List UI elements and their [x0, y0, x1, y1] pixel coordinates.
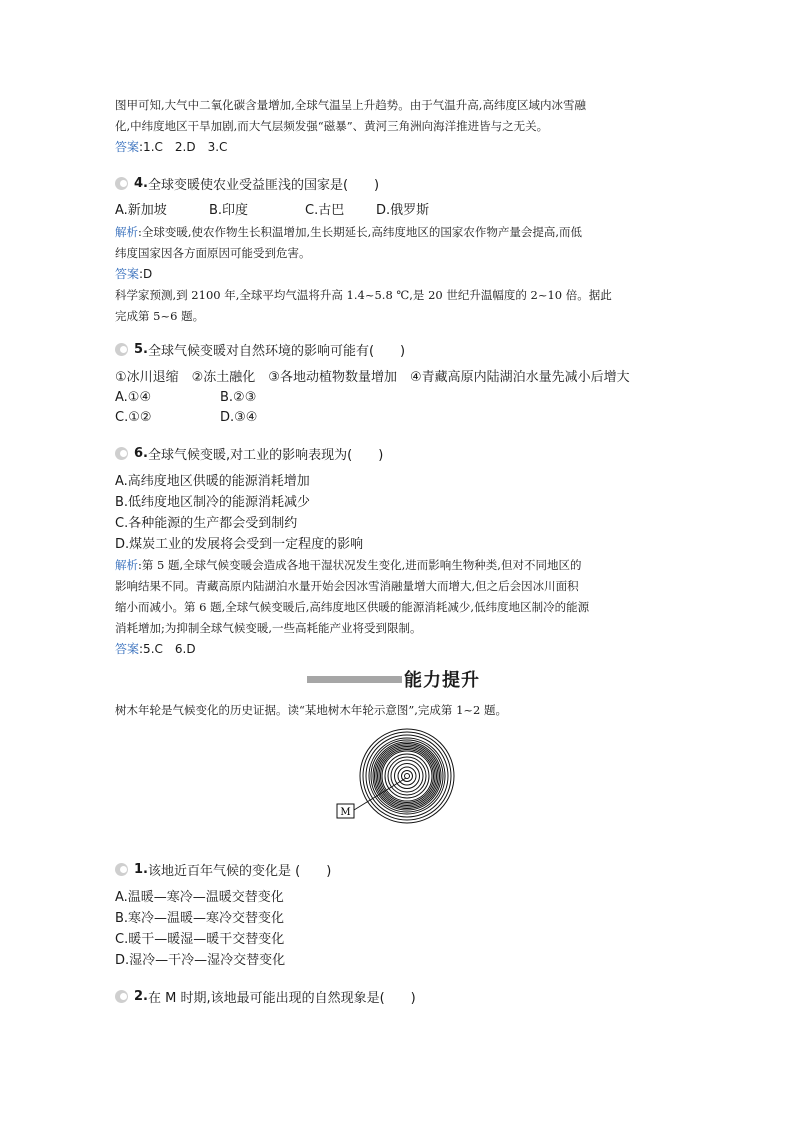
section-bar [307, 676, 402, 683]
question-stem: 全球气候变暖对自然环境的影响可能有( ) [147, 343, 406, 359]
option-a[interactable]: A.新加坡 [115, 203, 167, 218]
question-bullet-icon [115, 989, 130, 1004]
question-5 [115, 338, 405, 360]
question-bullet-icon [115, 862, 130, 877]
question-number: 2. [134, 988, 148, 1004]
section-header [307, 666, 480, 692]
answer-line [115, 137, 690, 158]
answer-value: :5.C 6.D [139, 642, 196, 656]
q5-options-row2 [115, 408, 690, 428]
analysis-line: 消耗增加;为抑制全球气候变暖,一些高耗能产业将受到限制。 [115, 621, 422, 635]
q4-options [115, 201, 690, 221]
question-4 [115, 172, 379, 194]
explanation-line: 化,中纬度地区干旱加剧,而大气层频发强“磁暴”、黄河三角洲向海洋推进皆与之无关。 [115, 119, 549, 133]
answer-value: :D [139, 267, 153, 281]
question-stem: 全球气候变暖,对工业的影响表现为( ) [147, 447, 384, 463]
option-c[interactable]: C.古巴 [305, 203, 345, 218]
q5-items: ①冰川退缩 ②冻土融化 ③各地动植物数量增加 ④青藏高原内陆湖泊水量先减小后增大 [115, 370, 630, 385]
tree-ring-diagram [334, 728, 460, 828]
question-stem: 该地近百年气候的变化是 ( ) [147, 863, 332, 879]
option-a[interactable]: A.高纬度地区供暖的能源消耗增加 [115, 474, 310, 489]
answer-label: 答案 [115, 642, 140, 656]
option-b[interactable]: B.印度 [209, 203, 249, 218]
question-6 [115, 442, 383, 464]
analysis-line [115, 555, 690, 576]
tree-ring-figure [334, 728, 460, 828]
question-number: 6. [134, 445, 148, 461]
question-bullet-icon [115, 342, 130, 357]
question-stem: 在 M 时期,该地最可能出现的自然现象是( ) [147, 990, 416, 1006]
analysis-label: 解析 [115, 558, 138, 572]
option-b[interactable]: B.②③ [220, 390, 257, 405]
question-number: 5. [134, 341, 148, 357]
q6-options [115, 471, 690, 555]
analysis-line [115, 222, 690, 243]
question-bullet-icon [115, 176, 130, 191]
answer-value: :1.C 2.D 3.C [139, 140, 228, 154]
top-explanation [115, 95, 690, 158]
q1-options [115, 887, 690, 971]
question-bullet-icon [115, 446, 130, 461]
intro-line: 科学家预测,到 2100 年,全球平均气温将升高 1.4~5.8 ℃,是 20 世纪升温幅度的 2~10 倍。据此 [115, 288, 612, 302]
option-c[interactable]: C.①② [115, 410, 152, 425]
question-1 [115, 858, 331, 880]
option-d[interactable]: D.③④ [220, 410, 258, 425]
question-stem: 全球变暖使农业受益匪浅的国家是( ) [147, 177, 380, 193]
q5-body [115, 367, 690, 428]
option-b[interactable]: B.寒冷—温暖—寒冷交替变化 [115, 911, 285, 926]
question-number: 1. [134, 861, 148, 877]
q4-analysis [115, 222, 690, 327]
explanation-line: 图甲可知,大气中二氧化碳含量增加,全球气温呈上升趋势。由于气温升高,高纬度区域内冰雪融 [115, 98, 586, 112]
intro-line: 树木年轮是气候变化的历史证据。读“某地树木年轮示意图”,完成第 1~2 题。 [115, 703, 507, 717]
option-d[interactable]: D.煤炭工业的发展将会受到一定程度的影响 [115, 537, 364, 552]
option-a[interactable]: A.温暖—寒冷—温暖交替变化 [115, 890, 284, 905]
option-d[interactable]: D.湿冷—干冷—湿冷交替变化 [115, 953, 286, 968]
answer-label: 答案 [115, 267, 140, 281]
figure-label-m: M [340, 807, 351, 818]
answer-line [115, 264, 690, 285]
option-c[interactable]: C.各种能源的生产都会受到制约 [115, 516, 298, 531]
analysis-line: 纬度国家因各方面原因可能受到危害。 [115, 246, 311, 260]
answer-label: 答案 [115, 140, 140, 154]
analysis-line: 缩小而减小。第 6 题,全球气候变暖后,高纬度地区供暖的能源消耗减少,低纬度地区制冷的能源 [115, 600, 590, 614]
analysis-text: :全球变暖,使农作物生长积温增加,生长期延长,高纬度地区的国家农作物产量会提高,而低 [138, 225, 582, 239]
q6-analysis [115, 555, 690, 660]
question-2 [115, 985, 416, 1007]
analysis-label: 解析 [115, 225, 138, 239]
option-b[interactable]: B.低纬度地区制冷的能源消耗减少 [115, 495, 311, 510]
analysis-line: 影响结果不同。青藏高原内陆湖泊水量开始会因冰雪消融量增大而增大,但之后会因冰川面积 [115, 579, 579, 593]
option-c[interactable]: C.暖干—暖湿—暖干交替变化 [115, 932, 285, 947]
question-number: 4. [134, 175, 148, 191]
intro-line: 完成第 5~6 题。 [115, 309, 205, 323]
section-title: 能力提升 [404, 670, 480, 691]
q5-options-row1 [115, 388, 690, 408]
answer-line [115, 639, 690, 660]
analysis-text: :第 5 题,全球气候变暖会造成各地干湿状况发生变化,进而影响生物种类,但对不同地区的 [138, 558, 582, 572]
option-d[interactable]: D.俄罗斯 [376, 203, 430, 218]
option-a[interactable]: A.①④ [115, 390, 152, 405]
intro-1-2 [115, 700, 690, 721]
